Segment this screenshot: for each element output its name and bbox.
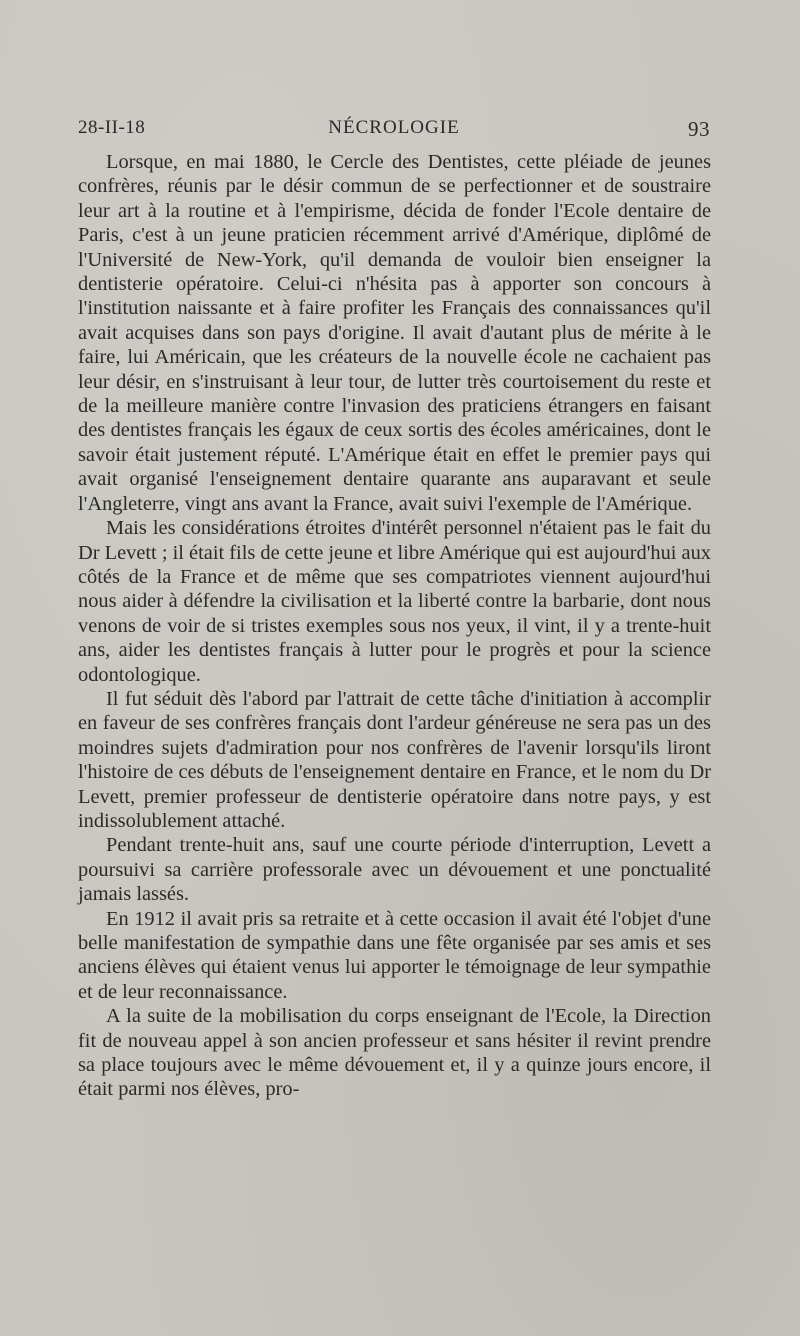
page-number: 93 <box>688 117 710 141</box>
running-header <box>78 117 710 147</box>
paragraph: Mais les considérations étroites d'intérêt personnel n'étaient pas le fait du Dr Levett ; il était fils de cette jeune et libre Amérique qui est aujourd'hui aux côtés de la France et de même que ses compatriotes viennent aujourd'hui nous aider à défendre la civilisation et la liberté contre la barbarie, dont nous venons de voir de si tristes exemples sous nos yeux, il vint, il y a trente-huit ans, aider les dentistes français à lutter pour le progrès et pour la science odontologique. <box>78 517 711 686</box>
paragraph: Lorsque, en mai 1880, le Cercle des Dentistes, cette pléiade de jeunes confrères, réunis par le désir commun de se perfectionner et de soustraire leur art à la routine et à l'empirisme, décida de fonder l'Ecole dentaire de Paris, c'est à un jeune praticien récemment arrivé d'Amérique, diplômé de l'Université de New-York, qu'il demanda de vouloir bien enseigner la dentisterie opératoire. Celui-ci n'hésita pas à apporter son concours à l'institution naissante et à faire profiter les Français des connaissances qu'il avait acquises dans son pays d'origine. Il avait d'autant plus de mérite à le faire, lui Américain, que les créateurs de la nouvelle école ne cachaient pas leur désir, en s'instruisant à leur tour, de lutter très courtoisement du reste et de la meilleure manière contre l'invasion des praticiens étrangers en faisant des dentistes français les égaux de ceux sortis des écoles américaines, dont le savoir était justement réputé. L'Amérique était en effet le premier pays qui avait organisé l'enseignement dentaire quarante ans auparavant et seule l'Angleterre, vingt ans avant la France, avait suivi l'exemple de l'Amérique. <box>78 151 711 515</box>
paragraph: Pendant trente-huit ans, sauf une courte période d'interruption, Levett a poursuivi sa carrière professorale avec un dévouement et une ponctualité jamais lassés. <box>78 834 711 906</box>
paragraph: Il fut séduit dès l'abord par l'attrait de cette tâche d'initiation à accomplir en faveur de ses confrères français dont l'ardeur généreuse ne sera pas un des moindres sujets d'admiration pour nos confrères de l'avenir lorsqu'ils liront l'histoire de ces débuts de l'enseignement dentaire en France, et le nom du Dr Levett, premier professeur de dentisterie opératoire dans notre pays, y est indissolublement attaché. <box>78 687 711 832</box>
article-body <box>78 150 711 1102</box>
header-date: 28-II-18 <box>78 117 146 138</box>
header-section-title: NÉCROLOGIE <box>328 117 460 138</box>
paragraph: A la suite de la mobilisation du corps enseignant de l'Ecole, la Direction fit de nouveau appel à son ancien professeur et sans hésiter il revint prendre sa place toujours avec le même dévouement et, il y a quinze jours encore, il était parmi nos élèves, pro- <box>78 1005 711 1101</box>
paragraph: En 1912 il avait pris sa retraite et à cette occasion il avait été l'objet d'une belle manifestation de sympathie dans une fête organisée par ses amis et ses anciens élèves qui étaient venus lui apporter le témoignage de leur sympathie et de leur reconnaissance. <box>78 907 711 1003</box>
